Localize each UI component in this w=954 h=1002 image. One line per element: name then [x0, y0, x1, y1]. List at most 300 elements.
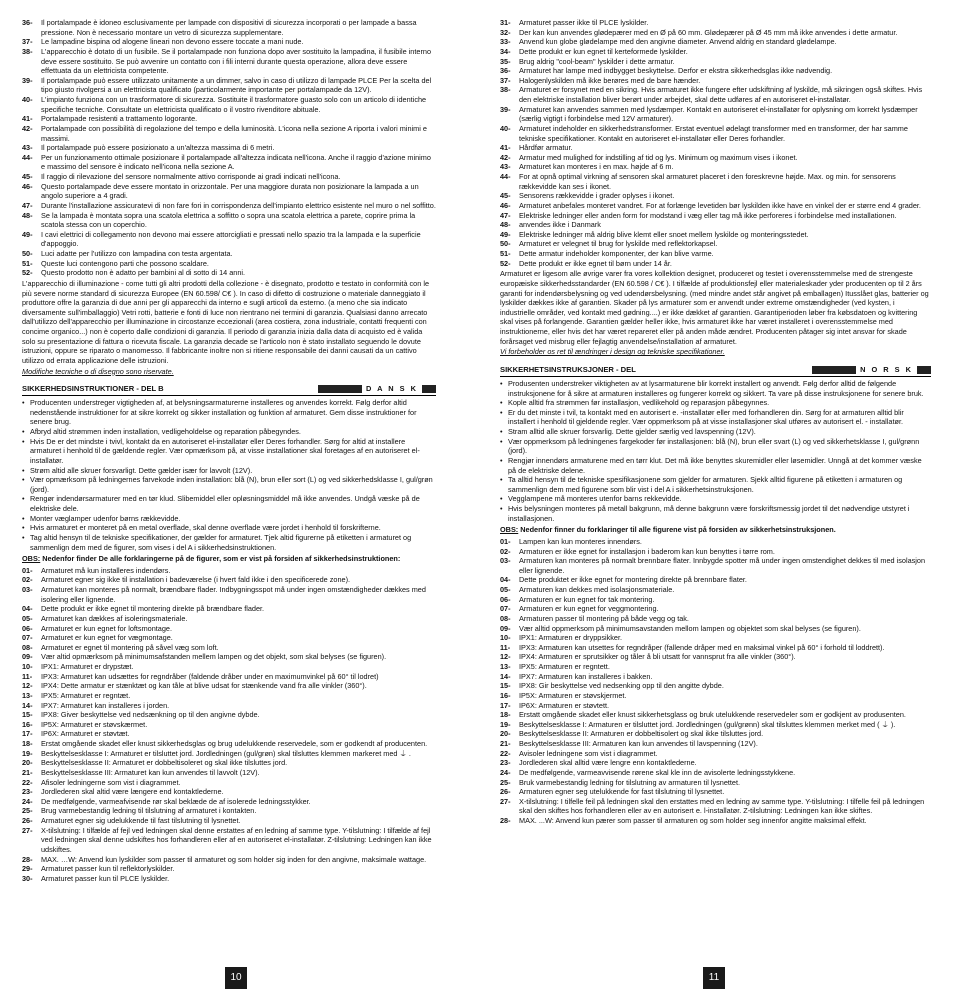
item-number: 39-	[500, 104, 511, 114]
bullet-item	[22, 475, 436, 494]
item-text: IPX7: Armaturen kan installeres i bakken.	[519, 671, 653, 681]
bullet-item	[22, 514, 436, 524]
footnote: Modifiche tecniche o di disegno sono riservate.	[22, 366, 174, 376]
language-label: N O R S K	[860, 365, 913, 374]
item-number: 05-	[22, 613, 33, 623]
numbered-item	[22, 249, 436, 259]
item-number: 26-	[500, 787, 511, 797]
item-number: 43-	[500, 162, 511, 172]
item-text: Beskyttelsesklasse III: Armaturen kan kun anvendes til lavspenning (12V).	[519, 739, 758, 749]
bullet-icon: •	[500, 504, 503, 514]
numbered-item	[500, 595, 931, 605]
obs-note: OBS: Nedenfor finder De alle forklaringerne på de figurer, som er vist på forsiden af sikkerhedsinstruktionen:	[22, 554, 401, 564]
item-number: 52-	[500, 258, 511, 268]
numbered-item	[500, 230, 931, 240]
item-number: 18-	[22, 739, 33, 749]
item-text: Armaturet egner sig udelukkende til fast tilslutning til lysnettet.	[41, 816, 241, 826]
numbered-item	[22, 749, 436, 759]
bullet-item	[22, 523, 436, 533]
item-text: Armaturen egner seg utelukkende for fast tilslutning til lysnettet.	[519, 787, 725, 797]
numbered-item	[500, 739, 931, 749]
item-text: Beskyttelsesklasse I: Armaturet er tilsluttet jord. Jordledningen (gul/grøn) skal tilsluttes klemmen markeret med ⏚ .	[41, 748, 411, 758]
item-number: 05-	[500, 585, 511, 595]
numbered-item	[22, 624, 436, 634]
item-number: 51-	[500, 249, 511, 258]
bullet-item	[500, 475, 931, 494]
item-number: 17-	[22, 729, 33, 739]
item-number: 36-	[22, 18, 33, 27]
numbered-item	[500, 105, 931, 124]
bullet-text: Hvis De er det mindste i tvivl, kontakt da en autoriseret el-installatør eller Deres forhandler. Sørg for altid at installere armaturet i henhold til de gældende regler. Vær opmærksom på, at visse installationer skal foretages af en autoriseret el-installatør.	[30, 436, 420, 465]
item-text: Durante l'installazione assicuratevi di non fare fori in corrispondenza dell'impianto elettrico esistente nel muro o nel soffitto.	[41, 200, 436, 210]
page-number: 10	[225, 967, 247, 989]
item-number: 16-	[500, 690, 511, 700]
item-number: 51-	[22, 258, 33, 268]
item-number: 46-	[500, 200, 511, 210]
item-number: 16-	[22, 719, 33, 729]
item-text: De medfølgende, varmeavvisende rørene skal kle inn de avisolerte ledningsstykkene.	[519, 767, 796, 777]
item-text: IPX1: Armaturen er dryppsikker.	[519, 633, 623, 643]
numbered-item	[22, 720, 436, 730]
header-bar	[318, 385, 362, 393]
numbered-item	[22, 566, 436, 576]
header-bar	[422, 385, 436, 393]
numbered-item	[22, 172, 436, 182]
language-label: D A N S K	[366, 384, 418, 394]
bullet-item	[22, 398, 436, 427]
item-text: Queste luci contengono parti che possono scaldare.	[41, 258, 209, 268]
item-text: IPX1: Armaturet er drypstæt.	[41, 662, 134, 672]
item-number: 26-	[22, 816, 33, 826]
item-text: Armaturet indeholder en sikkerhedstransformer. Erstat eventuel ødelagt transformer med en transformer, der har samme tekniske specifikationer. Kontakt en autoriseret el-installatør eller Deres forhandler.	[519, 123, 908, 143]
bullet-icon: •	[500, 407, 503, 417]
bullet-icon: •	[22, 475, 25, 485]
item-text: Il portalampade può essere utilizzato unitamente a un dimmer, salvo in caso di utilizzo di lampade PLCE Per la scelta del tipo giusto rivolgersi a un elettricista qualificato (particolarmente importante per portalampade da 12V).	[41, 75, 432, 95]
item-number: 47-	[22, 200, 33, 210]
numbered-item	[500, 624, 931, 634]
numbered-item	[22, 729, 436, 739]
numbered-item	[22, 778, 436, 788]
numbered-item	[500, 575, 931, 585]
numbered-item	[500, 662, 931, 672]
item-text: Armaturet er kun egnet for loftsmontage.	[41, 623, 173, 633]
bullet-icon: •	[22, 436, 25, 446]
item-number: 06-	[500, 594, 511, 604]
numbered-item	[500, 643, 931, 653]
item-number: 48-	[22, 210, 33, 220]
bullet-text: Rengjør innendørs armaturene med en tørr klut. Det må ikke benyttes skuremidler eller løsemidler. Unngå at det kommer væske på de elektriske delene.	[508, 455, 922, 475]
numbered-item	[22, 855, 436, 865]
numbered-item	[22, 826, 436, 855]
item-number: 19-	[22, 748, 33, 758]
item-text: IPX3: Armaturet kan udsættes for regndråber (faldende dråber under en maximumvinkel på 60° til lodret)	[41, 671, 379, 681]
item-text: Armaturen er ikke egnet for installasjon i baderom kan kun benyttes i tørre rom.	[519, 546, 775, 556]
item-text: L'apparecchio è dotato di un fusibile. Se il portalampade non funziona dopo aver sostituito la lampadina, il fusibile interno deve essere sostituito. Se può avvenire un contatto con i fili interni durante questa operazione, allora deve essere effettuata da un elettricista competente.	[41, 46, 431, 76]
item-text: IPX4: Armaturen er sprutsikker og tåler å bli utsatt for vannsprut fra alle vinkler (360°).	[519, 652, 796, 662]
item-text: Beskyttelsesklasse III: Armaturet kan kun anvendes til lavvolt (12V).	[41, 767, 260, 777]
item-text: Armaturet er forsynet med en sikring. Hvis armaturet ikke fungere efter udskiftning af lyskilde, må sikringen også skiftes. Hvis den elektriske installation bliver berørt under arbejdet, skal dette udføres af en autoriseret el-installatør.	[519, 85, 923, 104]
item-text: Elektriske ledninger eller anden form for modstand i væg eller tag må ikke perforeres i forbindelse med installationen.	[519, 210, 897, 220]
item-text: Armaturet egner sig ikke til installation i badeværelse (i hvert fald ikke i den specificerede zone).	[41, 575, 351, 585]
numbered-item	[500, 259, 931, 269]
numbered-item	[500, 220, 931, 230]
item-number: 01-	[500, 536, 511, 546]
numbered-item	[22, 874, 436, 884]
item-text: Il raggio di rilevazione del sensore normalmente attivo corrisponde ai gradi indicati nell'icona.	[41, 172, 341, 181]
item-text: Portalampade resistenti a trattamento logorante.	[41, 114, 198, 124]
numbered-item	[500, 816, 931, 826]
item-text: Beskyttelsesklasse II: Armaturen er dobbeltisolert og skal ikke tilsluttes jord.	[519, 729, 764, 739]
warranty-text: Armaturet er ligesom alle øvrige varer fra vores kollektion designet, produceret og testet i overensstemmelse med de strengeste europæiske sikkerhedsstandarder (EN 60.598 / C€ ). I tilfælde af produktionsfejl eller materialeskader yder producenten op til 2 års garanti for indendørsbelysning og ved udendørsbelysning. (med mindre andet står angivet på emballagen) Itusslået glas, batterier og lyskilder dækkes ikke af garantien. Skader på lys armaturer som er anvendt under extreme omstændigheder (ved kysten, i industrielle områder, ved kontakt med gødning....) er ikke dækket af garantien. Garantiperioden løber fra købsdatoen og kvittering skal vises på forlangende. Garantien gælder heller ikke, hvis armaturet ikke har været installeret i overensstemmelse med instruktionerne, eller hvis det har været repareret eller på anden måde ændret. Producenten påtager sig intet ansvar for skade forårsaget ved misbrug eller fejlagtig anvendelse/installation af armaturet.	[500, 269, 929, 346]
numbered-item	[500, 66, 931, 76]
item-number: 22-	[22, 777, 33, 787]
numbered-item	[22, 604, 436, 614]
numbered-item	[22, 95, 436, 114]
bullet-text: Stram alltid alle skruer forsvarlig. Dette gjelder særlig ved lavspenning (12V).	[508, 427, 756, 437]
item-text: IPX8: Giver beskyttelse ved nedsænkning op til den angivne dybde.	[41, 710, 260, 720]
bullet-icon: •	[22, 465, 25, 475]
numbered-item	[500, 191, 931, 201]
item-text: Dette produktet er ikke egnet for montering direkte på brennbare flater.	[519, 575, 747, 585]
bullet-text: Monter væglamper udenfor børns rækkevidde.	[30, 513, 181, 523]
numbered-item	[500, 153, 931, 163]
bullet-item	[22, 466, 436, 476]
numbered-item	[22, 143, 436, 153]
item-text: Dette produkt er ikke egnet til montering direkte på brændbare flader.	[41, 604, 265, 614]
numbered-item	[22, 76, 436, 95]
item-text: X-tilslutning: I tilfælde af fejl ved ledningen skal denne erstattes af en ledning af samme type. Y-tilslutning: I tilfælde af fejl ved ledningen skal denne udskiftes hos forhandleren eller af en autoriseret el-installatør. Z-tilslutning: Ledningen kan ikke udskiftes.	[41, 825, 432, 854]
bullet-text: Strøm altid alle skruer forsvarligt. Dette gælder især for lavvolt (12V).	[30, 465, 253, 475]
item-text: MAX. ...W: Anvend kun pærer som passer til armaturen og som holder seg innenfor angitte maksimal effekt.	[519, 816, 867, 826]
item-number: 11-	[500, 642, 511, 652]
item-number: 02-	[22, 575, 33, 585]
item-number: 24-	[500, 767, 511, 777]
bullet-text: Hvis belysningen monteres på metall bakgrunn, må denne bakgrunn være forskriftsmessig jordet til det nødvendige utstyret i installasjonen.	[508, 504, 910, 523]
right-column	[500, 18, 931, 826]
item-number: 28-	[22, 854, 33, 864]
bullet-icon: •	[22, 398, 25, 408]
numbered-item	[22, 816, 436, 826]
bullet-icon: •	[500, 455, 503, 465]
item-number: 39-	[22, 75, 33, 85]
bullets	[500, 379, 931, 523]
item-number: 24-	[22, 796, 33, 806]
item-text: IPX4: Dette armatur er stænktæt og kan tåle at blive udsat for stænkende vand fra alle vinkler (360°).	[41, 681, 367, 691]
item-text: Armaturet kan monteres i en max. højde af 6 m.	[519, 162, 674, 172]
numbered-item	[500, 710, 931, 720]
item-text: Brug varmebestandig ledning til tilslutning af armaturet i kontakten.	[41, 806, 257, 816]
numbered-item	[500, 672, 931, 682]
numbered-item	[500, 18, 931, 28]
item-number: 38-	[500, 85, 511, 95]
bullet-item	[500, 398, 931, 408]
item-number: 11-	[22, 671, 33, 681]
item-text: Armaturen er kun egnet for veggmontering.	[519, 604, 659, 614]
numbered-item	[500, 57, 931, 67]
item-text: Dette produkt er ikke egnet til børn under 14 år.	[519, 258, 672, 268]
item-number: 28-	[500, 816, 511, 826]
numbered-item	[500, 47, 931, 57]
numbered-item	[500, 249, 931, 259]
item-text: Questo portalampade deve essere montato in orizzontale. Per una maggiore durata non posizionare la lampada a un angolo superiore a 4 gradi.	[41, 181, 419, 201]
item-number: 50-	[22, 249, 33, 258]
item-text: Erstatt omgående skadet eller knust sikkerhetsglass og bruk utelukkende reservedeler som er godkjent av produsenten.	[519, 710, 906, 720]
bullet-icon: •	[22, 427, 25, 437]
item-text: Per un funzionamento ottimale posizionare il portalampade all'altezza indicata nell'icona. Anche il raggio d'azione minimo e massimo del sensore è indicato nell'icona nella sezione A.	[41, 152, 431, 172]
item-text: For at opnå optimal virkning af sensoren skal armaturet placeret i den foreskrevne højde. Max. og min. for sensorens rækkevidde kan ses i ikonet.	[519, 172, 896, 191]
item-number: 27-	[500, 796, 511, 806]
bullet-item	[22, 437, 436, 466]
bullet-text: Afbryd altid strømmen inden installation, vedligeholdelse og reparation påbegyndes.	[30, 427, 301, 437]
header-bar	[812, 366, 856, 374]
numbered-item	[22, 201, 436, 211]
items-bottom	[500, 537, 931, 826]
bullet-text: Hvis armaturet er monteret på en metal overflade, skal denne overflade være jordet i henhold til forskrifterne.	[30, 523, 381, 533]
numbered-item	[500, 556, 931, 575]
bullet-text: Vær oppmerksom på ledningenes fargekoder før installasjonen: blå (N), brun eller svart (L) og ved sikkerhetsklasse I, gul/grønn (jord).	[508, 436, 920, 456]
item-number: 01-	[22, 565, 33, 575]
item-number: 10-	[22, 662, 33, 672]
item-text: Halogenlyskilden må ikke berøres med de bare hænder.	[519, 75, 701, 85]
bullet-icon: •	[22, 513, 25, 523]
item-text: Armaturet passer ikke til PLCE lyskilder.	[519, 18, 649, 27]
bullet-item	[500, 456, 931, 475]
item-text: Sensorens rækkevidde i grader oplyses i ikonet.	[519, 191, 675, 201]
item-text: Le lampadine bispina od alogene lineari non devono essere toccate a mani nude.	[41, 37, 304, 47]
item-number: 45-	[500, 191, 511, 201]
numbered-item	[500, 124, 931, 143]
item-text: Armaturet er kun egnet for vægmontage.	[41, 633, 173, 643]
numbered-item	[500, 537, 931, 547]
numbered-item	[22, 691, 436, 701]
numbered-item	[500, 778, 931, 788]
item-text: IPX3: Armaturen kan utsettes for regndråper (fallende dråper med en maksimal vinkel på 60° i forhold til loddrett).	[519, 642, 885, 652]
item-text: X-tilslutning: I tilfelle feil på ledningen skal den erstattes med en ledning av samme type. Y-tilslutning: I tilfelle feil på ledningen skal den skiftes hos forhandleren eller av en autorisert e. l-installatør. Z-tilslutning: Ledningen kan ikke skiftes.	[519, 796, 925, 816]
numbered-item	[500, 547, 931, 557]
bullet-item	[500, 408, 931, 427]
numbered-item	[500, 76, 931, 86]
numbered-item	[22, 614, 436, 624]
item-text: MAX. …W: Anvend kun lyskilder som passer til armaturet og som holder sig inden for den angivne, maksimale wattage.	[41, 854, 427, 864]
item-text: IP6X: Armaturet er støvtæt.	[41, 729, 130, 739]
item-text: Elektriske ledninger må aldrig blive klemt eller snoet mellem lyskilde og monteringsstedet.	[519, 229, 809, 239]
item-number: 41-	[500, 143, 511, 153]
item-number: 33-	[500, 37, 511, 47]
item-number: 25-	[500, 777, 511, 787]
item-number: 15-	[22, 710, 33, 720]
item-number: 40-	[22, 95, 33, 104]
numbered-item	[500, 28, 931, 38]
numbered-item	[500, 758, 931, 768]
item-number: 35-	[500, 56, 511, 66]
obs-note: OBS: Nedenfor finner du forklaringer til alle figurene vist på forsiden av sikkerhetsinstruksjonen.	[500, 525, 836, 535]
item-number: 09-	[500, 623, 511, 633]
item-text: IP6X: Armaturen er støvtett.	[519, 700, 610, 710]
section-header	[500, 365, 931, 377]
numbered-item	[500, 681, 931, 691]
bullet-item	[500, 494, 931, 504]
bullet-icon: •	[22, 494, 25, 504]
numbered-item	[500, 143, 931, 153]
item-number: 07-	[500, 604, 511, 614]
numbered-item	[500, 37, 931, 47]
numbered-item	[500, 614, 931, 624]
item-number: 23-	[22, 787, 33, 797]
numbered-item	[500, 768, 931, 778]
item-number: 12-	[500, 652, 511, 662]
numbered-item	[22, 182, 436, 201]
item-number: 19-	[500, 719, 511, 729]
item-text: I cavi elettrici di collegamento non devono mai essere attorcigliati e pressati nello spazio tra la lampada e la superficie d'appoggio.	[41, 229, 421, 249]
item-text: IP5X: Armaturen er støvskjermet.	[519, 690, 627, 700]
numbered-item	[22, 710, 436, 720]
item-text: Vær altid opmærksom på minimumsafstanden mellem lampen og det objekt, som skal belyses (se figuren).	[41, 652, 387, 662]
item-number: 41-	[22, 114, 33, 124]
item-text: Anvend kun globe glødelampe med den angivne diameter. Anvend aldrig en standard glødelampe.	[519, 37, 837, 47]
numbered-item	[22, 797, 436, 807]
numbered-item	[22, 758, 436, 768]
item-text: Armaturet passer kun til PLCE lyskilder.	[41, 873, 170, 883]
item-number: 31-	[500, 18, 511, 27]
numbered-item	[22, 633, 436, 643]
item-text: Hårdfør armatur.	[519, 143, 573, 153]
item-text: Afisoler ledningerne som vist i diagrammet.	[41, 777, 181, 787]
item-text: Armaturet har lampe med indbygget beskyttelse. Derfor er ekstra sikkerhedsglas ikke nødvendig.	[519, 66, 833, 76]
item-text: Armaturet er egnet til montering på såvel væg som loft.	[41, 642, 219, 652]
item-number: 08-	[22, 642, 33, 652]
bullet-text: Er du det minste i tvil, ta kontakt med en autorisert e. -installatør eller med forhandleren din. Sørg for at armaturen alltid blir installert i henhold til gjeldende regler. Vær oppmerksom på at visse installasjoner skal utføres av autorisert el. - installatør.	[508, 407, 904, 427]
bullet-text: Ta alltid hensyn til de tekniske spesifikasjonene som gjelder for armaturen. Sjekk alltid figurene på etiketten i armaturen og sammenlign dem med figurene som blir vist i del A i sikkerhetsinstruksjonen.	[508, 475, 903, 494]
item-number: 48-	[500, 220, 511, 230]
numbered-item	[22, 153, 436, 172]
items-top	[22, 18, 436, 278]
item-number: 42-	[500, 152, 511, 162]
item-number: 29-	[22, 864, 33, 874]
items-bottom	[22, 566, 436, 884]
warranty-text: L'apparecchio di illuminazione - come tutti gli altri prodotti della collezione - è disegnato, prodotto e testato in conformità con le più severe norme standard di sicurezza Europee (EN 60.598/ C€ ). In caso di difetto di costruzione o materiale danneggiato il produttore offre la garanzia di due anni per gli apparecchi da interno e sugli articoli da esterno. (a meno che sia indicato diversamente sull'imballaggio) Vetri rotti, batterie e fonti di luce non rientrano nei termini di garanzia. Qualsiasi danno arrecato dall'utilizzo dell'apparecchio per illuminazione in circostanze eccezionali (area costiera, zona industriale, contatti frequenti con concime organico...) non è coperto dalle condizioni di garanzia. Il periodo di garanzia inizia dalla data di acquisto ed è valida solo su presentazione di fattura o ricevuta fiscale. La garanzia decade se l'articolo non è stato installato seguendo le dovute istruzioni, oppure se riparato o manomesso. Il fabbricante inoltre non si ritiene responsabile dei danni causati da un cattivo utilizzo od errata applicazione delle istruzioni.	[22, 278, 430, 365]
numbered-item	[22, 47, 436, 76]
bullet-text: Vegglampene må monteres utenfor barns rekkevidde.	[508, 494, 682, 504]
item-number: 20-	[22, 758, 33, 768]
item-text: Dette produkt er kun egnet til kerteformede lyskilder.	[519, 46, 688, 56]
item-text: Der kan kun anvendes glødepærer med en Ø på 60 mm. Glødepærer på Ø 45 mm må ikke anvendes i dette armatur.	[519, 27, 898, 37]
item-number: 03-	[500, 556, 511, 566]
numbered-item	[500, 239, 931, 249]
bullet-item	[22, 494, 436, 513]
numbered-item	[500, 172, 931, 191]
numbered-item	[22, 643, 436, 653]
item-number: 04-	[500, 575, 511, 585]
item-number: 12-	[22, 681, 33, 691]
section-title: SIKKERHETSINSTRUKSJONER - DEL	[500, 364, 636, 374]
item-text: Erstat omgående skadet eller knust sikkerhedsglas og brug udelukkende reservedele, som er godkendt af producenten.	[41, 739, 428, 749]
item-number: 22-	[500, 748, 511, 758]
numbered-item	[500, 701, 931, 711]
item-text: Se la lampada è montata sopra una scatola elettrica a soffitto o sopra una scatola elettrica a parete, coprire prima la scatola stessa con un coperchio.	[41, 210, 416, 230]
item-number: 07-	[22, 633, 33, 643]
numbered-item	[22, 787, 436, 797]
numbered-item	[500, 729, 931, 739]
item-text: Brug aldrig "cool-beam" lyskilder i dette armatur.	[519, 56, 675, 66]
bullet-text: Tag altid hensyn til de tekniske specifikationer, der gælder for armaturet. Tjek altid figurerne på etiketten i armaturet og sammenlign dem med de figurer, som vises i del A i sikkerhedsinstruktionen.	[30, 532, 412, 552]
item-text: IPX8: Gir beskyttelse ved nedsenking opp til den angitte dybde.	[519, 681, 724, 691]
numbered-item	[22, 701, 436, 711]
numbered-item	[22, 585, 436, 604]
page-number: 11	[703, 967, 725, 989]
item-number: 44-	[22, 152, 33, 162]
item-number: 32-	[500, 27, 511, 37]
item-text: Armaturet er velegnet til brug for lyskilde med reflektorkapsel.	[519, 239, 718, 249]
numbered-item	[500, 633, 931, 643]
bullet-text: Kople alltid fra strømmen før installasjon, vedlikehold og reparasjon påbegynnes.	[508, 398, 770, 408]
item-number: 15-	[500, 681, 511, 691]
numbered-item	[22, 211, 436, 230]
numbered-item	[22, 662, 436, 672]
item-number: 52-	[22, 268, 33, 278]
bullet-text: Rengør indendørsarmaturer med en tør klud. Slibemiddel eller opløsningsmiddel må ikke anvendes. Undgå væske på de elektriske dele.	[30, 494, 420, 514]
item-text: Luci adatte per l'utilizzo con lampadina con testa argentata.	[41, 249, 233, 258]
item-number: 14-	[500, 671, 511, 681]
item-number: 08-	[500, 613, 511, 623]
item-number: 46-	[22, 181, 33, 191]
item-number: 50-	[500, 239, 511, 249]
bullet-item	[22, 427, 436, 437]
item-text: Armatur med mulighed for indstilling af tid og lys. Minimum og maximum vises i ikonet.	[519, 152, 798, 162]
item-text: Dette armatur indeholder komponenter, der kan blive varme.	[519, 249, 714, 258]
numbered-item	[500, 162, 931, 172]
numbered-item	[500, 211, 931, 221]
item-text: Jordlederen skal alltid være lengre enn kontaktlederne.	[519, 758, 697, 768]
numbered-item	[500, 691, 931, 701]
item-number: 40-	[500, 123, 511, 133]
numbered-item	[22, 230, 436, 249]
numbered-item	[22, 864, 436, 874]
item-number: 13-	[22, 690, 33, 700]
item-number: 44-	[500, 172, 511, 181]
item-number: 34-	[500, 46, 511, 56]
bullet-text: Vær opmærksom på ledningernes farvekode inden installation: blå (N), brun eller sort (L) og ved sikkerhedsklasse I, gul/grøn (jord).	[30, 475, 433, 494]
item-text: Questo prodotto non è adatto per bambini al di sotto di 14 anni.	[41, 268, 246, 278]
item-number: 21-	[22, 767, 33, 777]
item-text: Armaturet kan monteres på normalt, brændbare flader. Indbygningsspot må under ingen omstændigheder dækkes med isolering eller lignende.	[41, 585, 426, 604]
item-number: 03-	[22, 585, 33, 595]
item-text: IPX7: Armaturet kan installeres i jorden.	[41, 700, 170, 710]
item-number: 38-	[22, 46, 33, 56]
item-text: Il portalampade può essere posizionato a un'altezza massima di 6 metri.	[41, 143, 275, 153]
bullet-item	[500, 504, 931, 523]
item-number: 47-	[500, 210, 511, 220]
bullet-item	[500, 379, 931, 398]
item-text: Armaturet passer kun til reflektorlyskilder.	[41, 864, 175, 874]
item-text: Vær alltid oppmerksom på minimumsavstanden mellom lampen og objektet som skal belyses (se figuren).	[519, 623, 861, 633]
numbered-item	[22, 768, 436, 778]
bullet-icon: •	[500, 427, 503, 437]
item-number: 42-	[22, 123, 33, 133]
item-number: 43-	[22, 143, 33, 153]
numbered-item	[500, 720, 931, 730]
numbered-item	[22, 652, 436, 662]
item-number: 36-	[500, 66, 511, 76]
numbered-item	[22, 806, 436, 816]
bullet-text: Producenten understreger vigtigheden af, at belysningsarmaturerne installeres og anvendes korrekt. Følg derfor altid nedenstående instruktioner for at sikre korrekt og sikker installation og funktion af armaturet. Gem disse instruktioner for senere brug.	[30, 398, 417, 427]
numbered-item	[22, 681, 436, 691]
numbered-item	[500, 201, 931, 211]
item-text: Il portalampade è idoneo esclusivamente per lampade con dispositivi di sicurezza incorporati o per lampade a bassa pressione. Non è necessario montare un vetro di sicurezza supplementare.	[41, 18, 417, 37]
bullet-icon: •	[500, 378, 503, 388]
item-text: IPX5: Armaturet er regntæt.	[41, 690, 131, 700]
item-number: 45-	[22, 172, 33, 181]
numbered-item	[22, 268, 436, 278]
